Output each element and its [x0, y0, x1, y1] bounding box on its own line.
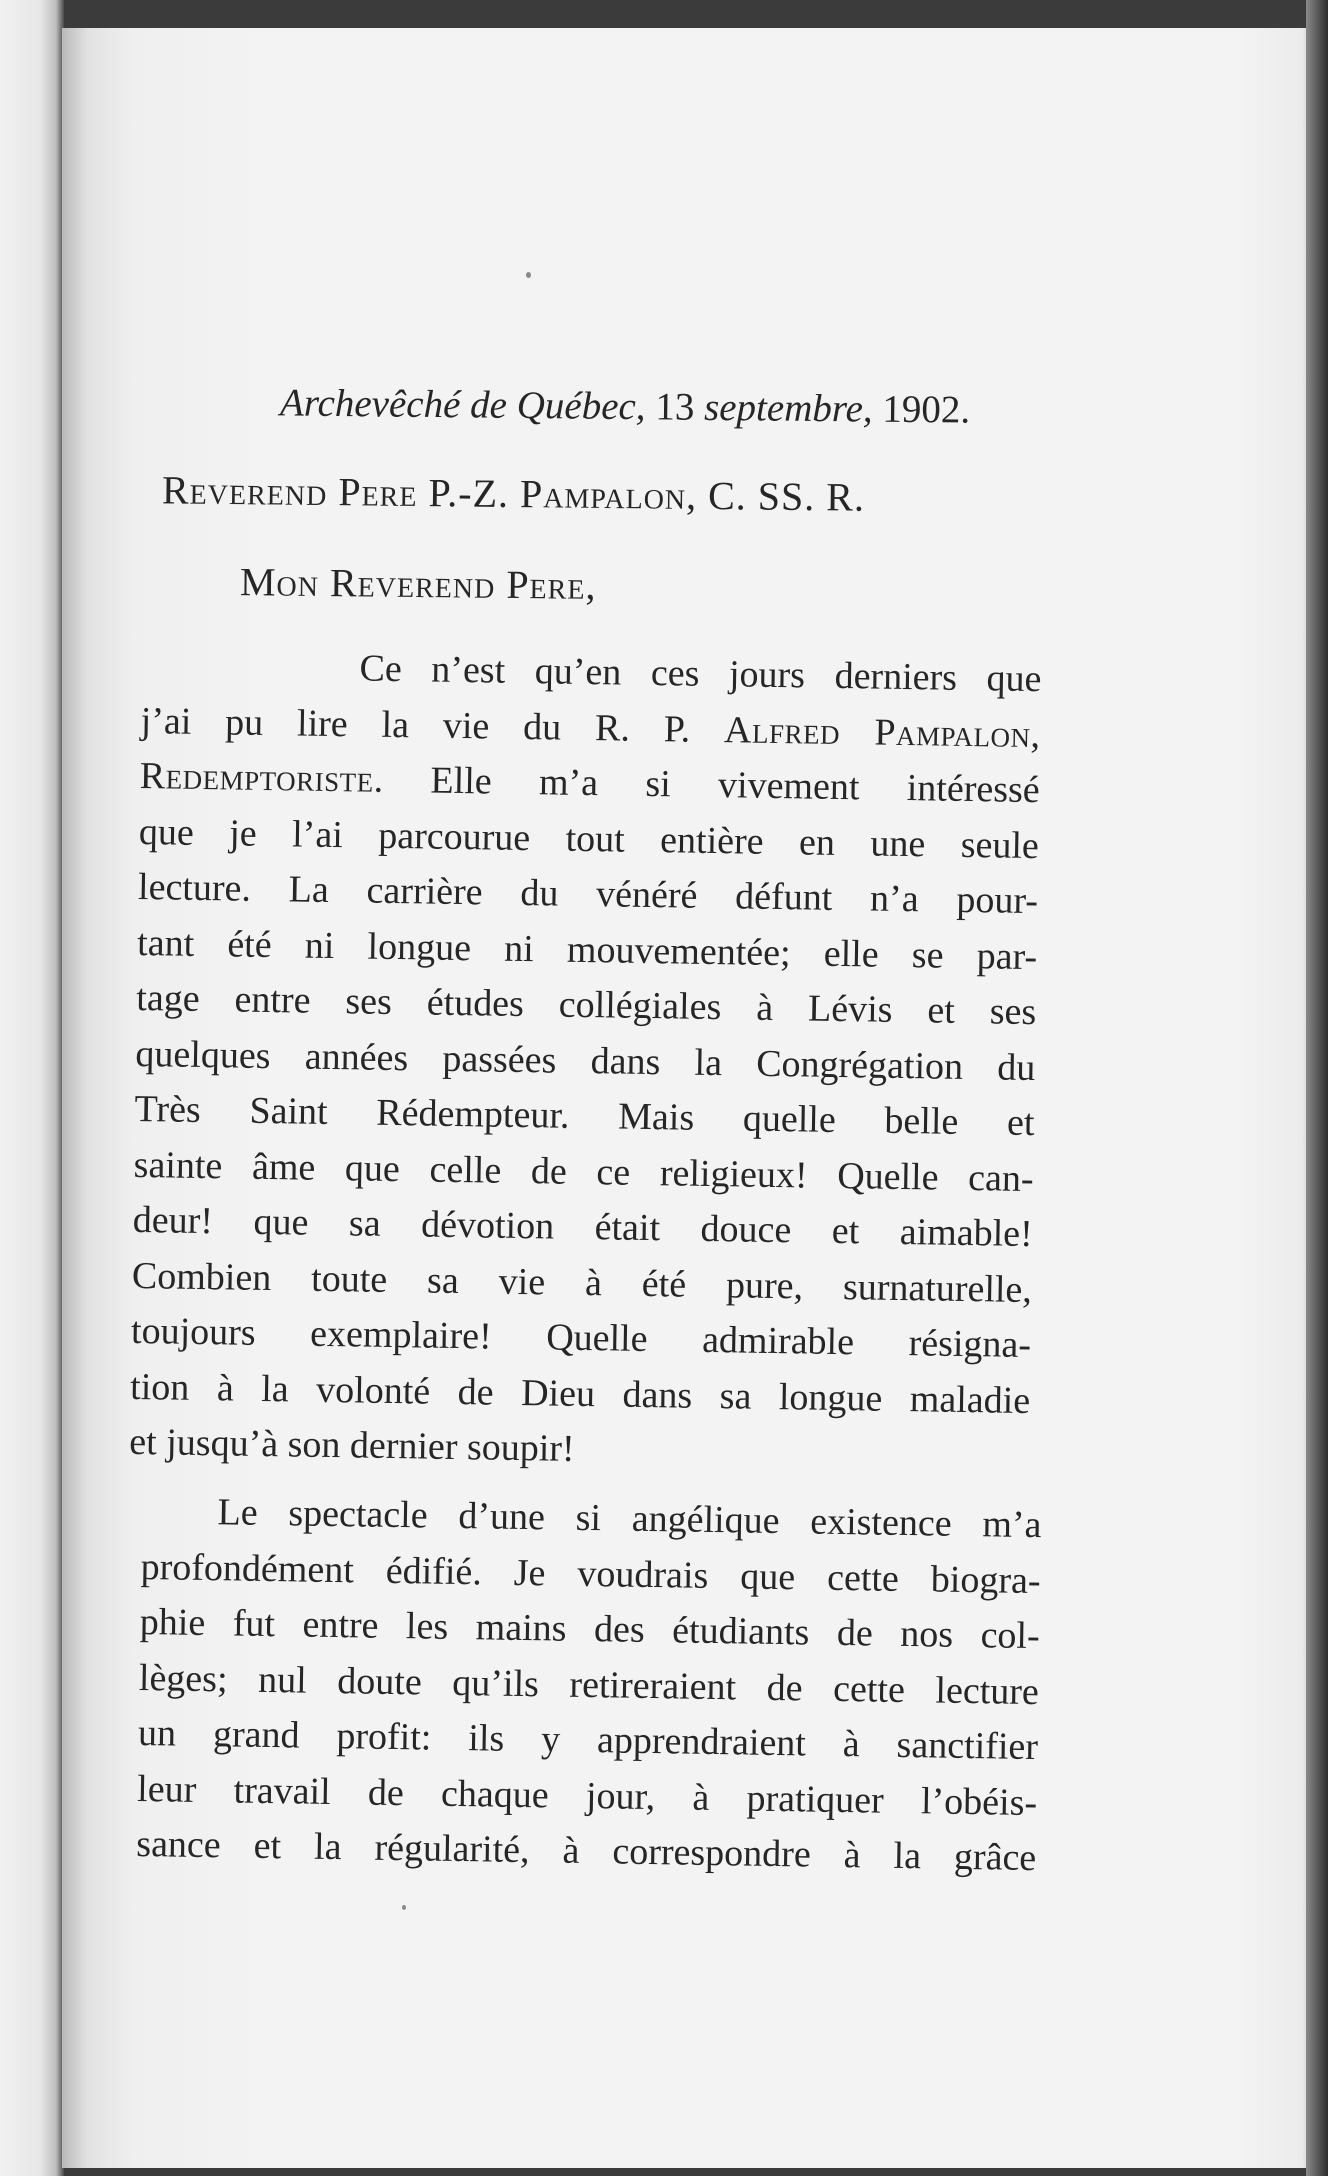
paper-speck	[526, 272, 531, 278]
text-run: . Elle m’a si vivement intéressé	[373, 758, 1041, 812]
text-line: tant été ni longue ni mouvementée; elle se par-	[136, 921, 1038, 978]
text-run: j’ai pu lire la vie du R. P.	[140, 699, 725, 751]
text-line: quelques années passées dans la Congrégation du	[135, 1032, 1036, 1089]
text-line: deur! que sa dévotion était douce et aimable!	[132, 1198, 1034, 1256]
paper-speck	[402, 1905, 406, 1910]
dateline-month: septembre,	[703, 385, 873, 431]
dateline-place: Archevêché de Québec,	[279, 381, 646, 429]
text-line: et jusqu’à son dernier soupir!	[129, 1420, 575, 1470]
text-run-smallcaps: Redemptoriste	[139, 754, 374, 801]
text-line: Combien toute sa vie à été pure, surnaturelle,	[131, 1254, 1033, 1311]
text-line: un grand profit: ils y apprendraient à sanctifier	[137, 1711, 1039, 1769]
dateline-day: 13	[645, 385, 705, 429]
text-line: sainte âme que celle de ce religieux! Quelle can-	[133, 1143, 1034, 1200]
letter-paragraph-1	[129, 638, 1042, 1485]
text-line: sance et la régularité, à correspondre à la grâce	[136, 1822, 1037, 1880]
text-line: tion à la volonté de Dieu dans sa longue maladie	[129, 1365, 1031, 1422]
text-line: tage entre ses études collégiales à Lévis et ses	[136, 976, 1037, 1034]
text-line: Ce n’est qu’en ces jours derniers que	[359, 647, 1042, 701]
text-line: que je l’ai parcourue tout entière en une seule	[138, 810, 1040, 867]
text-line: lecture. La carrière du vénéré défunt n’a pour-	[137, 865, 1039, 923]
text-line: leur travail de chaque jour, à pratiquer l’obéis-	[136, 1767, 1038, 1824]
letter-recipient: Reverend Pere P.-Z. Pampalon, C. SS. R.	[161, 467, 866, 520]
text-run-smallcaps: Alfred Pampalon,	[723, 708, 1041, 756]
text-line: Très Saint Rédempteur. Mais quelle belle et	[134, 1087, 1035, 1145]
text-line: phie fut entre les mains des étudiants de nos col-	[139, 1600, 1041, 1658]
letter-paragraph-2	[136, 1484, 1042, 1887]
text-line: profondément édifié. Je voudrais que cette biogra-	[140, 1545, 1041, 1602]
text-line: Le spectacle d’une si angélique existence m’a	[217, 1491, 1042, 1547]
text-line: toujours exemplaire! Quelle admirable résigna-	[130, 1309, 1032, 1367]
letter-dateline	[280, 380, 971, 432]
scan-border	[1306, 0, 1328, 2176]
letter-salutation: Mon Reverend Pere,	[239, 559, 597, 608]
dateline-year: 1902.	[872, 387, 971, 432]
text-line: lèges; nul doute qu’ils retireraient de cette lecture	[138, 1656, 1040, 1713]
facing-page-edge	[0, 0, 64, 2176]
